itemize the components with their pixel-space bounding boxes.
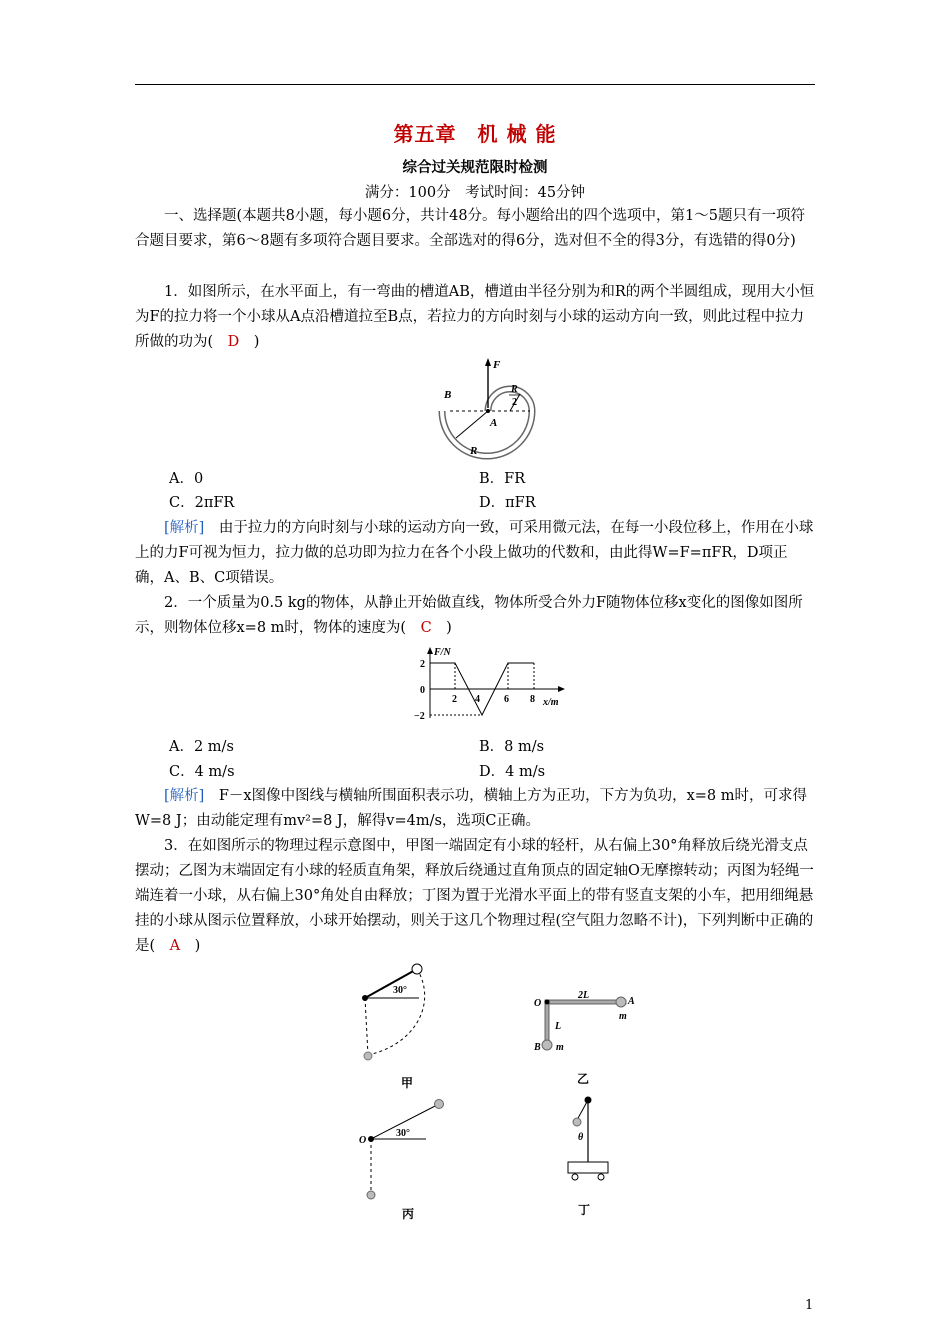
q3-yi-O: O bbox=[534, 998, 542, 1009]
q1-label-R2-top: R bbox=[511, 384, 518, 395]
page-number: 1 bbox=[805, 1298, 814, 1313]
q3-ding-theta: θ bbox=[578, 1132, 584, 1143]
q2-xlabel: x/m bbox=[543, 697, 559, 708]
q3-answer: A bbox=[169, 938, 181, 954]
q1-answer: D bbox=[227, 334, 240, 350]
q2-xtick-2: 2 bbox=[452, 694, 457, 705]
q1-stem: 1．如图所示，在水平面上，有一弯曲的槽道AB，槽道由半径分别为和R的两个半圆组成，现用大小恒为F的拉力将一个小球从A点沿槽道拉至B点，若拉力的方向时刻与小球的运动方向一致，则此过程中拉力所做的功为( D ) bbox=[135, 284, 815, 350]
exam-meta: 满分：100分 考试时间：45分钟 bbox=[364, 185, 586, 201]
section-instructions: 一、选择题(本题共8小题，每小题6分，共计48分。每小题给出的四个选项中，第1～5题只有一项符合题目要求，第6～8题有多项符合题目要求。全部选对的得6分，选对但不全的得3分，有选错的得0分) bbox=[135, 208, 806, 249]
q3-jia-caption: 甲 bbox=[401, 1076, 414, 1090]
q1-label-A: A bbox=[490, 417, 498, 429]
q2-xtick-6: 6 bbox=[504, 694, 509, 705]
q2-option-a: A．2 m/s bbox=[169, 739, 234, 755]
q3-stem: 3．在如图所示的物理过程示意图中，甲图一端固定有小球的轻杆，从右偏上30°角释放后绕光滑支点摆动；乙图为末端固定有小球的轻质直角架，释放后绕通过直角顶点的固定轴O无摩擦转动；丙图为轻绳一端连着一小球，从右偏上30°角处自由释放；丁图为置于光滑水平面上的带有竖直支架的小车，把用细绳悬挂的小球从图示位置释放，小球开始摆动，则关于这几个物理过程(空气阻力忽略不计)，下列判断中正确的是( A ) bbox=[135, 838, 814, 954]
q3-yi-A: A bbox=[628, 996, 635, 1007]
q3-yi-m2: m bbox=[556, 1042, 564, 1053]
q3-yi-2L: 2L bbox=[578, 990, 590, 1001]
chapter-title: 第五章 机 械 能 bbox=[393, 122, 557, 146]
q2-answer: C bbox=[420, 620, 432, 636]
q3-yi-caption: 乙 bbox=[577, 1072, 590, 1086]
q1-label-F: F bbox=[493, 359, 501, 371]
q3-ding-caption: 丁 bbox=[578, 1203, 591, 1217]
q2-ytick-neg2: −2 bbox=[414, 711, 425, 722]
q2-ytick-0: 0 bbox=[420, 685, 425, 696]
q2-option-b: B．8 m/s bbox=[479, 739, 545, 755]
exam-subtitle: 综合过关规范限时检测 bbox=[402, 159, 548, 176]
q1-label-R: R bbox=[470, 445, 478, 457]
q1-label-B: B bbox=[444, 389, 452, 401]
q1-analysis: [解析] 由于拉力的方向时刻与小球的运动方向一致，可采用微元法，在每一小段位移上，作用在小球上的力F可视为恒力，拉力做的总功即为拉力在各个小段上做功的代数和，由此得W=F=πFR，D项正确，A、B、C项错误。 bbox=[135, 520, 814, 586]
q3-figure-bing bbox=[356, 1096, 451, 1204]
q3-yi-L: L bbox=[555, 1021, 562, 1032]
header-rule bbox=[135, 84, 815, 85]
q2-stem: 2．一个质量为0.5 kg的物体，从静止开始做直线，物体所受合外力F随物体位移x变化的图像如图所示，则物体位移x=8 m时，物体的速度为( C ) bbox=[135, 595, 803, 636]
q3-bing-O: O bbox=[359, 1135, 367, 1146]
q1-figure-groove bbox=[430, 356, 540, 466]
q3-figure-yi bbox=[532, 988, 644, 1058]
q1-option-d: D．πFR bbox=[479, 495, 536, 511]
q1-label-R2-bot: 2 bbox=[512, 397, 517, 408]
q3-yi-m1: m bbox=[619, 1011, 627, 1022]
q2-analysis: [解析] F－x图像中图线与横轴所围面积表示功，横轴上方为正功，下方为负功，x=8 m时，可求得W=8 J；由动能定理有mv²=8 J，解得v=4m/s，选项C正确。 bbox=[135, 788, 807, 829]
q2-option-d: D．4 m/s bbox=[479, 764, 546, 780]
q3-figure-ding bbox=[560, 1094, 620, 1186]
q3-figure-jia bbox=[355, 962, 435, 1067]
q2-xtick-8: 8 bbox=[530, 694, 535, 705]
q3-jia-angle: 30° bbox=[393, 985, 407, 996]
q1-analysis-label: [解析] bbox=[164, 520, 205, 536]
q3-yi-B: B bbox=[534, 1042, 541, 1053]
q2-force-graph bbox=[412, 644, 572, 722]
q2-ylabel: F/N bbox=[434, 647, 451, 658]
q1-option-a: A．0 bbox=[169, 471, 204, 487]
q2-ytick-2: 2 bbox=[420, 659, 425, 670]
q2-option-c: C．4 m/s bbox=[169, 764, 235, 780]
q2-analysis-label: [解析] bbox=[164, 788, 205, 804]
q2-xtick-4: 4 bbox=[475, 694, 480, 705]
q3-bing-caption: 丙 bbox=[402, 1207, 415, 1221]
q3-bing-angle: 30° bbox=[396, 1128, 410, 1139]
q1-option-b: B．FR bbox=[479, 471, 526, 487]
q1-option-c: C．2πFR bbox=[169, 495, 235, 511]
